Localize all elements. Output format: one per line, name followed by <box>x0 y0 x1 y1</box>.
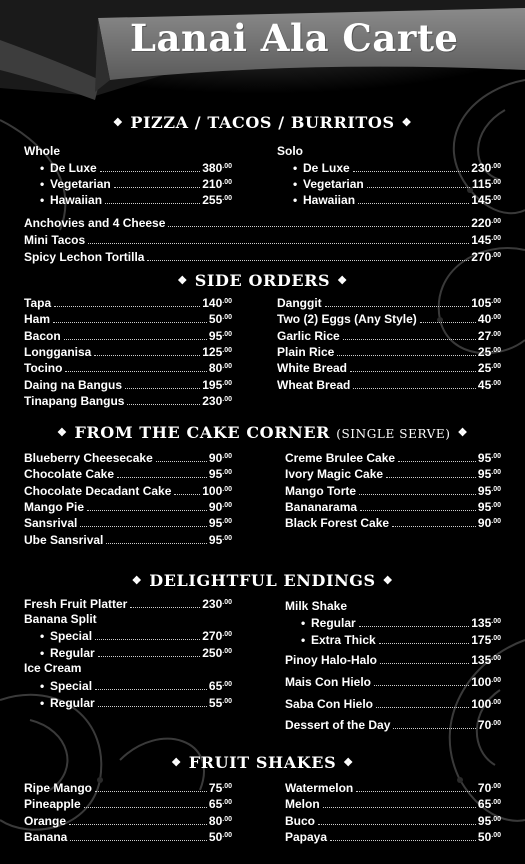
diamond-icon: ❖ <box>56 426 68 439</box>
item-price: $65^{.00}$ <box>477 797 501 812</box>
section-note: (SINGLE SERVE) <box>336 427 451 441</box>
item-price: $95^{.00}$ <box>477 483 501 498</box>
menu-item <box>24 231 501 247</box>
dot-leader <box>125 388 200 389</box>
item-price: $270^{.00}$ <box>471 250 501 264</box>
menu-item <box>24 812 232 828</box>
item-price: $230^{.00}$ <box>202 393 232 408</box>
menu-item <box>277 376 501 392</box>
dot-leader <box>127 404 200 405</box>
menu-item <box>24 343 232 359</box>
dot-leader <box>114 187 201 188</box>
menu-item <box>24 828 232 844</box>
menu-group-label: Whole <box>24 144 60 158</box>
item-name: Ivory Magic Cake <box>285 467 384 482</box>
item-name: Papaya <box>285 829 328 844</box>
dot-leader <box>330 840 476 841</box>
item-price: $25^{.00}$ <box>477 361 501 376</box>
dot-leader <box>105 203 200 204</box>
bullet-icon: • <box>40 645 45 660</box>
menu-group-label: Milk Shake <box>285 599 348 613</box>
dot-leader <box>117 477 207 478</box>
section-title-shakes <box>0 753 525 772</box>
dot-leader <box>64 339 207 340</box>
item-name: Hawaiian <box>303 193 356 207</box>
dot-leader <box>359 494 476 495</box>
item-price: $50^{.00}$ <box>477 829 501 844</box>
item-price: $135^{.00}$ <box>471 653 501 667</box>
item-price: $80^{.00}$ <box>208 361 232 376</box>
dot-leader <box>174 494 200 495</box>
item-name: Vegetarian <box>50 177 111 191</box>
item-price: $65^{.00}$ <box>208 679 232 693</box>
item-price: $95^{.00}$ <box>477 467 501 482</box>
dot-leader <box>156 461 207 462</box>
item-name: Wheat Bread <box>277 377 351 392</box>
dot-leader <box>356 791 476 792</box>
item-price: $95^{.00}$ <box>477 499 501 514</box>
item-name: Extra Thick <box>311 632 376 647</box>
item-price: $70^{.00}$ <box>477 718 501 732</box>
dot-leader <box>325 306 470 307</box>
menu-item <box>285 651 501 667</box>
dot-leader <box>392 526 476 527</box>
item-name: Special <box>50 679 93 693</box>
item-price: $380^{.00}$ <box>202 161 232 175</box>
dot-leader <box>374 685 469 686</box>
menu-item <box>24 595 232 611</box>
diamond-icon: ❖ <box>401 116 413 129</box>
menu-item <box>24 779 232 795</box>
item-price: $250^{.00}$ <box>202 645 232 660</box>
menu-item <box>293 159 501 175</box>
menu-item <box>24 392 232 408</box>
section-label: SIDE ORDERS <box>194 271 331 290</box>
dot-leader <box>353 171 470 172</box>
item-name: Tinapang Bangus <box>24 393 125 408</box>
bullet-icon: • <box>293 177 298 191</box>
menu-item <box>24 514 232 530</box>
dot-leader <box>130 607 200 608</box>
dot-leader <box>359 626 470 627</box>
dot-leader <box>87 510 207 511</box>
dot-leader <box>98 656 201 657</box>
item-name: Special <box>50 629 93 643</box>
menu-item <box>24 498 232 514</box>
menu-item <box>40 644 232 660</box>
dot-leader <box>65 371 206 372</box>
menu-item <box>285 828 501 844</box>
diamond-icon: ❖ <box>457 426 469 439</box>
item-price: $50^{.00}$ <box>208 312 232 327</box>
item-name: De Luxe <box>50 161 97 175</box>
menu-item <box>40 694 232 710</box>
item-name: Watermelon <box>285 781 354 795</box>
item-name: Daing na Bangus <box>24 377 123 392</box>
dot-leader <box>80 526 207 527</box>
menu-item <box>285 695 501 711</box>
diamond-icon: ❖ <box>177 274 188 287</box>
menu-item <box>24 214 501 230</box>
menu-item <box>40 175 232 191</box>
dot-leader <box>95 639 200 640</box>
dot-leader <box>353 388 476 389</box>
item-name: Regular <box>50 695 95 710</box>
item-name: Banana <box>24 829 68 844</box>
menu-item <box>24 795 232 811</box>
dot-leader <box>337 355 476 356</box>
item-name: Mango Pie <box>24 499 85 514</box>
dot-leader <box>379 643 470 644</box>
item-price: $140^{.00}$ <box>202 296 232 310</box>
item-name: Mango Torte <box>285 483 357 498</box>
menu-item <box>40 677 232 693</box>
bullet-icon: • <box>301 632 306 647</box>
item-name: Creme Brulee Cake <box>285 451 396 465</box>
item-price: $40^{.00}$ <box>477 312 501 327</box>
menu-item <box>24 449 232 465</box>
item-name: Bananarama <box>285 499 358 514</box>
menu-item <box>40 627 232 643</box>
dot-leader <box>367 187 470 188</box>
menu-item <box>277 327 501 343</box>
item-name: Regular <box>50 645 95 660</box>
item-name: Melon <box>285 797 320 812</box>
menu-item <box>277 359 501 375</box>
section-title-endings <box>0 571 525 590</box>
dot-leader <box>95 689 207 690</box>
menu-item <box>24 310 232 326</box>
item-name: Buco <box>285 813 315 828</box>
diamond-icon: ❖ <box>382 574 394 587</box>
menu-item <box>293 191 501 207</box>
item-name: Mini Tacos <box>24 233 86 247</box>
menu-item <box>24 376 232 392</box>
item-name: Bacon <box>24 328 61 343</box>
item-price: $100^{.00}$ <box>471 697 501 711</box>
menu-item <box>277 343 501 359</box>
diamond-icon: ❖ <box>343 756 354 769</box>
menu-item <box>277 310 501 326</box>
menu-item <box>24 248 501 264</box>
section-label: DELIGHTFUL ENDINGS <box>149 571 376 590</box>
item-name: Black Forest Cake <box>285 516 390 531</box>
item-price: $145^{.00}$ <box>471 233 501 247</box>
item-name: Longganisa <box>24 344 92 359</box>
section-label: FRUIT SHAKES <box>188 753 337 772</box>
item-name: Pinoy Halo-Halo <box>285 653 378 667</box>
item-price: $145^{.00}$ <box>471 193 501 207</box>
item-name: Blueberry Cheesecake <box>24 451 153 465</box>
item-price: $95^{.00}$ <box>208 516 232 531</box>
dot-leader <box>376 707 469 708</box>
bullet-icon: • <box>40 193 45 207</box>
item-name: Hawaiian <box>50 193 103 207</box>
item-name: Fresh Fruit Platter <box>24 597 128 611</box>
item-name: Chocolate Decadant Cake <box>24 483 172 498</box>
item-price: $125^{.00}$ <box>202 344 232 359</box>
item-price: $95^{.00}$ <box>208 467 232 482</box>
menu-item <box>293 175 501 191</box>
diamond-icon: ❖ <box>337 274 348 287</box>
menu-group-label: Solo <box>277 144 303 158</box>
section-label: FROM THE CAKE CORNER <box>74 423 331 442</box>
item-price: $195^{.00}$ <box>202 377 232 392</box>
diamond-icon: ❖ <box>131 574 143 587</box>
dot-leader <box>53 322 207 323</box>
menu-group-label: Ice Cream <box>24 661 82 675</box>
item-price: $25^{.00}$ <box>477 344 501 359</box>
menu-item <box>285 673 501 689</box>
menu-item <box>285 482 501 498</box>
item-name: Spicy Lechon Tortilla <box>24 250 145 264</box>
menu-item <box>40 191 232 207</box>
dot-leader <box>343 339 476 340</box>
item-price: $100^{.00}$ <box>202 483 232 498</box>
item-price: $95^{.00}$ <box>477 813 501 828</box>
menu-item <box>285 779 501 795</box>
menu-item <box>285 812 501 828</box>
bullet-icon: • <box>40 629 45 643</box>
dot-leader <box>386 477 476 478</box>
item-name: De Luxe <box>303 161 350 175</box>
bullet-icon: • <box>40 177 45 191</box>
item-price: $90^{.00}$ <box>208 499 232 514</box>
menu-item <box>40 159 232 175</box>
diamond-icon: ❖ <box>112 116 124 129</box>
menu-item <box>285 498 501 514</box>
item-price: $90^{.00}$ <box>477 516 501 531</box>
dot-leader <box>318 824 476 825</box>
item-name: Two (2) Eggs (Any Style) <box>277 312 417 327</box>
dot-leader <box>84 807 207 808</box>
menu-item <box>301 631 501 647</box>
bullet-icon: • <box>293 161 298 175</box>
menu-item <box>285 449 501 465</box>
dot-leader <box>393 728 476 729</box>
section-title-cake <box>0 423 525 442</box>
dot-leader <box>54 306 200 307</box>
dot-leader <box>168 226 469 227</box>
section-title-side <box>0 271 525 290</box>
item-price: $255^{.00}$ <box>202 193 232 207</box>
item-name: Anchovies and 4 Cheese <box>24 216 166 230</box>
dot-leader <box>360 510 476 511</box>
dot-leader <box>100 171 201 172</box>
item-price: $70^{.00}$ <box>477 781 501 795</box>
item-name: Sansrival <box>24 516 78 531</box>
bullet-icon: • <box>301 616 306 630</box>
bullet-icon: • <box>40 161 45 175</box>
item-name: Mais Con Hielo <box>285 675 372 689</box>
item-name: Garlic Rice <box>277 328 340 343</box>
item-name: Ube Sansrival <box>24 532 104 547</box>
item-name: Ham <box>24 312 51 327</box>
dot-leader <box>420 322 476 323</box>
item-name: Dessert of the Day <box>285 718 391 732</box>
dot-leader <box>88 243 469 244</box>
item-price: $50^{.00}$ <box>208 829 232 844</box>
item-price: $95^{.00}$ <box>477 451 501 465</box>
dot-leader <box>69 824 207 825</box>
menu-item <box>24 359 232 375</box>
menu-item <box>285 716 501 732</box>
dot-leader <box>94 355 200 356</box>
item-price: $65^{.00}$ <box>208 797 232 812</box>
item-name: Chocolate Cake <box>24 467 115 482</box>
item-name: Vegetarian <box>303 177 364 191</box>
menu-item <box>277 294 501 310</box>
item-price: $105^{.00}$ <box>471 296 501 310</box>
menu-item <box>301 614 501 630</box>
bullet-icon: • <box>40 679 45 693</box>
dot-leader <box>95 791 207 792</box>
section-label: PIZZA / TACOS / BURRITOS <box>130 113 395 132</box>
bullet-icon: • <box>40 695 45 710</box>
item-price: $95^{.00}$ <box>208 532 232 547</box>
menu-title: Lanai Ala Carte <box>130 16 459 60</box>
item-price: $230^{.00}$ <box>471 161 501 175</box>
item-price: $75^{.00}$ <box>208 781 232 795</box>
item-price: $55^{.00}$ <box>208 695 232 710</box>
item-price: $27^{.00}$ <box>477 328 501 343</box>
item-name: Pineapple <box>24 797 81 812</box>
item-price: $100^{.00}$ <box>471 675 501 689</box>
item-name: Danggit <box>277 296 322 310</box>
item-price: $230^{.00}$ <box>202 597 232 611</box>
item-name: Saba Con Hielo <box>285 697 374 711</box>
bullet-icon: • <box>293 193 298 207</box>
dot-leader <box>380 663 469 664</box>
item-price: $135^{.00}$ <box>471 616 501 630</box>
item-price: $210^{.00}$ <box>202 177 232 191</box>
item-name: Plain Rice <box>277 344 335 359</box>
dot-leader <box>147 260 469 261</box>
menu-item <box>285 795 501 811</box>
menu-item <box>24 294 232 310</box>
dot-leader <box>350 371 476 372</box>
dot-leader <box>398 461 476 462</box>
item-name: White Bread <box>277 361 348 376</box>
section-title-pizza <box>0 113 525 132</box>
item-name: Tocino <box>24 361 63 376</box>
dot-leader <box>98 706 207 707</box>
dot-leader <box>323 807 476 808</box>
item-price: $220^{.00}$ <box>471 216 501 230</box>
item-name: Orange <box>24 813 67 828</box>
item-price: $95^{.00}$ <box>208 328 232 343</box>
item-name: Regular <box>311 616 356 630</box>
diamond-icon: ❖ <box>171 756 182 769</box>
item-name: Ripe Mango <box>24 781 92 795</box>
item-price: $80^{.00}$ <box>208 813 232 828</box>
menu-item <box>24 531 232 547</box>
item-name: Tapa <box>24 296 52 310</box>
menu-group-label: Banana Split <box>24 612 97 626</box>
item-price: $270^{.00}$ <box>202 629 232 643</box>
menu-item <box>24 327 232 343</box>
item-price: $115^{.00}$ <box>471 177 501 191</box>
item-price: $45^{.00}$ <box>477 377 501 392</box>
menu-item <box>285 514 501 530</box>
menu-item <box>24 465 232 481</box>
item-price: $90^{.00}$ <box>208 451 232 465</box>
item-price: $175^{.00}$ <box>471 632 501 647</box>
dot-leader <box>70 840 207 841</box>
dot-leader <box>358 203 469 204</box>
menu-item <box>24 482 232 498</box>
menu-item <box>285 465 501 481</box>
dot-leader <box>106 543 207 544</box>
